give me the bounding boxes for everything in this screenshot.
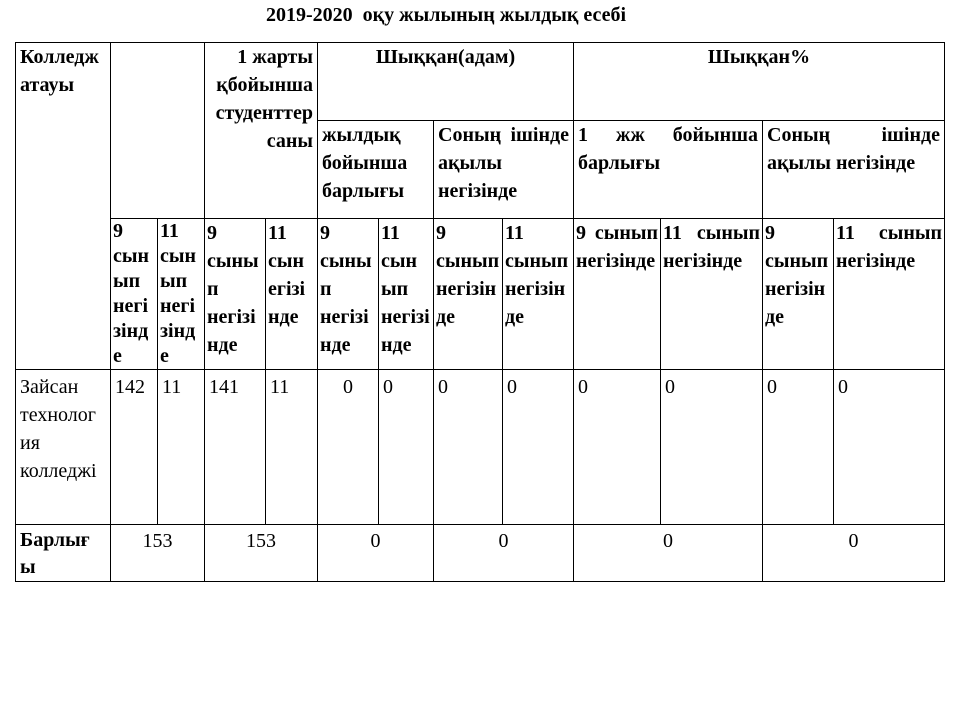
subheader-grade11: 11 сын ып негізі нде [379,219,434,370]
totals-value-cell: 0 [434,525,574,582]
college-name-cell: Зайсан технолог ия колледжі [16,370,111,525]
value-cell: 0 [318,370,379,525]
value-cell: 0 [661,370,763,525]
totals-value-cell: 0 [574,525,763,582]
value-cell: 11 [266,370,318,525]
value-cell: 142 [111,370,158,525]
college-name-header: Колледж атауы [16,43,111,370]
table-row-totals [16,525,945,582]
report-title: 2019-2020 оқу жылының жылдық есебі [265,4,627,26]
left-people-header: Шыққан(адам) [318,43,574,121]
subheader-grade11: 11 сын ып негі зінд е [158,219,205,370]
header-row-3 [16,219,945,370]
value-cell: 0 [834,370,945,525]
totals-value-cell: 0 [763,525,945,582]
subheader-grade11: 11 сынып негізін де [503,219,574,370]
paid-basis-people-header: Соның ішінде ақылы негізінде [434,121,574,219]
subheader-grade9: 9 сыны п негізі нде [205,219,266,370]
blank-group-header [111,43,205,219]
left-percent-header: Шыққан% [574,43,945,121]
value-cell: 0 [763,370,834,525]
header-row-1 [16,43,945,121]
paid-basis-percent-header: Соның ішінде ақылы негізінде [763,121,945,219]
table-row-college [16,370,945,525]
yearly-total-header: жылдық бойынша барлығы [318,121,434,219]
subheader-grade9: 9 сыны п негізі нде [318,219,379,370]
totals-value-cell: 153 [205,525,318,582]
value-cell: 0 [434,370,503,525]
subheader-grade9: 9 сынып негізінде [574,219,661,370]
first-half-total-header: 1 жж бойынша барлығы [574,121,763,219]
value-cell: 141 [205,370,266,525]
annual-report-table [15,42,945,582]
value-cell: 11 [158,370,205,525]
subheader-grade11: 11 сын егізі нде [266,219,318,370]
subheader-grade11: 11 сынып негізінде [834,219,945,370]
totals-label-cell: Барлығ ы [16,525,111,582]
subheader-grade9: 9 сын ып негі зінд е [111,219,158,370]
subheader-grade9: 9 сынып негізін де [434,219,503,370]
subheader-grade11: 11 сынып негізінде [661,219,763,370]
students-first-half-header: 1 жарты қбойынша студенттер саны [205,43,318,219]
totals-value-cell: 153 [111,525,205,582]
value-cell: 0 [379,370,434,525]
value-cell: 0 [503,370,574,525]
totals-value-cell: 0 [318,525,434,582]
value-cell: 0 [574,370,661,525]
subheader-grade9: 9 сынып негізін де [763,219,834,370]
